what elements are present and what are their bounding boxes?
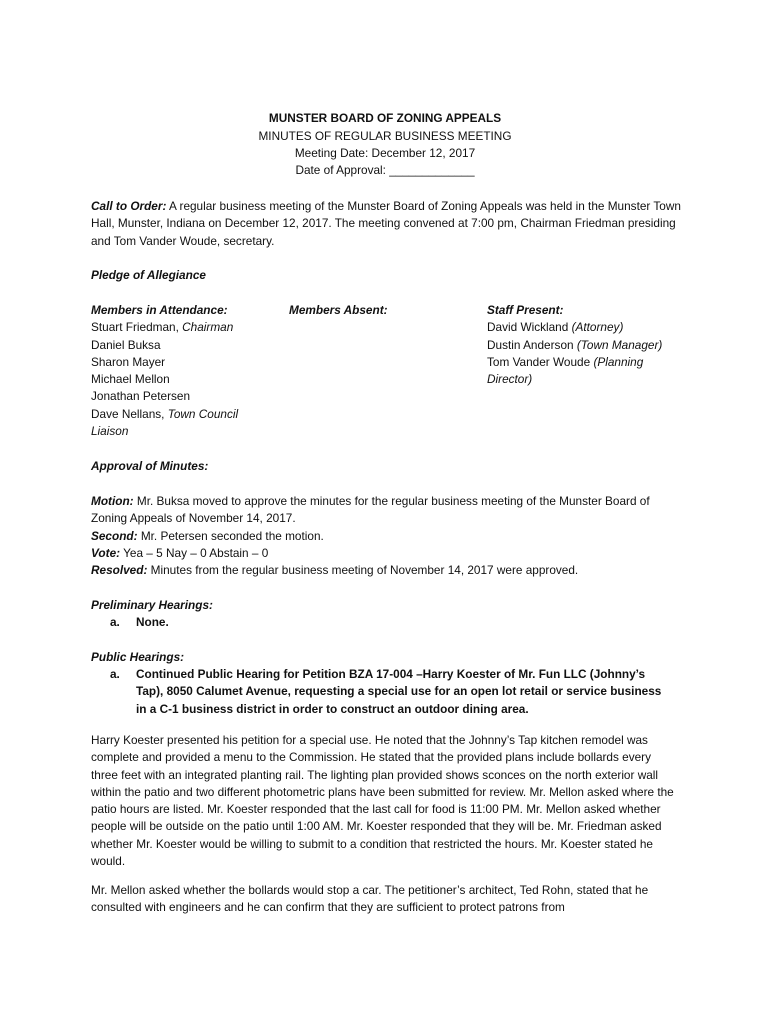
staff-entry: Tom Vander Woude (Planning (487, 354, 644, 369)
vote-line (91, 545, 681, 562)
staff-entry-continued: Director) (487, 372, 533, 387)
approval-of-minutes-heading: Approval of Minutes: (91, 459, 209, 473)
resolved-text: Minutes from the regular business meeting of November 14, 2017 were approved. (147, 563, 579, 577)
staff-present-column (487, 302, 662, 388)
resolved-line (91, 562, 681, 579)
members-attendance-column (91, 302, 238, 440)
body-paragraph: Harry Koester presented his petition for a special use. He noted that the Johnny’s Tap kitchen remodel was complete and provided a menu to the Commission. He stated that the provided plans include bollards every three feet with an integrated planting rail. The lighting plan provided shows sconces on the north exterior wall within the patio and two different photometric plans have been submitted for review. Mr. Mellon asked where the patio hours are listed. Mr. Koester responded that the last call for food is 11:00 PM. Mr. Mellon asked whether people will be outside on the patio until 1:00 AM. Mr. Koester responded that they will be. Mr. Friedman asked whether Mr. Koester would be willing to submit to a condition that restricted the hours. Mr. Koester stated he would. (91, 733, 674, 869)
item-text: None. (136, 615, 169, 629)
call-to-order-label: Call to Order: (91, 199, 167, 213)
call-to-order-text: A regular business meeting of the Munster Board of Zoning Appeals was held in the Munster Town Hall, Munster, Indiana on December 12, 2017. The meeting convened at 7:00 pm, Chairman Friedman presiding and Tom Vander Woude, secretary. (91, 199, 681, 248)
preliminary-hearing-item (110, 614, 680, 631)
member-entry: Daniel Buksa (91, 337, 161, 352)
body-paragraph: Mr. Mellon asked whether the bollards would stop a car. The petitioner’s architect, Ted Rohn, stated that he consulted with engineers and he can confirm that they are sufficient to protect patrons from (91, 883, 649, 915)
member-entry-continued: Liaison (91, 424, 129, 439)
member-entry: Sharon Mayer (91, 354, 166, 369)
member-entry: Stuart Friedman, Chairman (91, 320, 234, 335)
members-attendance-label: Members in Attendance: (91, 303, 228, 317)
vote-label: Vote: (91, 546, 121, 560)
staff-present-label: Staff Present: (487, 303, 564, 317)
second-text: Mr. Petersen seconded the motion. (137, 529, 324, 543)
members-absent-label: Members Absent: (289, 303, 388, 317)
call-to-order-paragraph (91, 198, 681, 250)
meeting-date: Meeting Date: December 12, 2017 (294, 146, 476, 160)
member-entry: Michael Mellon (91, 372, 170, 387)
staff-entry: David Wickland (Attorney) (487, 320, 624, 335)
item-number: a. (110, 615, 120, 629)
preliminary-hearings-heading: Preliminary Hearings: (91, 598, 213, 612)
item-number: a. (110, 667, 120, 681)
vote-text: Yea – 5 Nay – 0 Abstain – 0 (120, 546, 269, 560)
item-text: Continued Public Hearing for Petition BZA 17-004 –Harry Koester of Mr. Fun LLC (Johnny’s Tap), 8050 Calumet Avenue, requesting a special use for an open lot retail or service business in a C-1 business district in order to construct an outdoor dining area. (136, 667, 662, 716)
member-entry: Dave Nellans, Town Council (91, 406, 239, 421)
staff-entry: Dustin Anderson (Town Manager) (487, 337, 663, 352)
pledge-heading: Pledge of Allegiance (91, 268, 206, 282)
motion-text: Mr. Buksa moved to approve the minutes for the regular business meeting of the Munster Board of Zoning Appeals of November 14, 2017. (91, 494, 650, 526)
document-subtitle: MINUTES OF REGULAR BUSINESS MEETING (258, 129, 512, 143)
public-hearing-item (110, 666, 675, 718)
document-title: MUNSTER BOARD OF ZONING APPEALS (268, 111, 502, 125)
member-entry: Jonathan Petersen (91, 389, 191, 404)
approval-date: Date of Approval: _____________ (295, 163, 475, 177)
motion-paragraph (91, 493, 681, 528)
members-absent-column (289, 302, 388, 319)
resolved-label: Resolved: (91, 563, 148, 577)
second-label: Second: (91, 529, 138, 543)
second-line (91, 528, 681, 545)
public-hearings-heading: Public Hearings: (91, 650, 185, 664)
motion-label: Motion: (91, 494, 134, 508)
